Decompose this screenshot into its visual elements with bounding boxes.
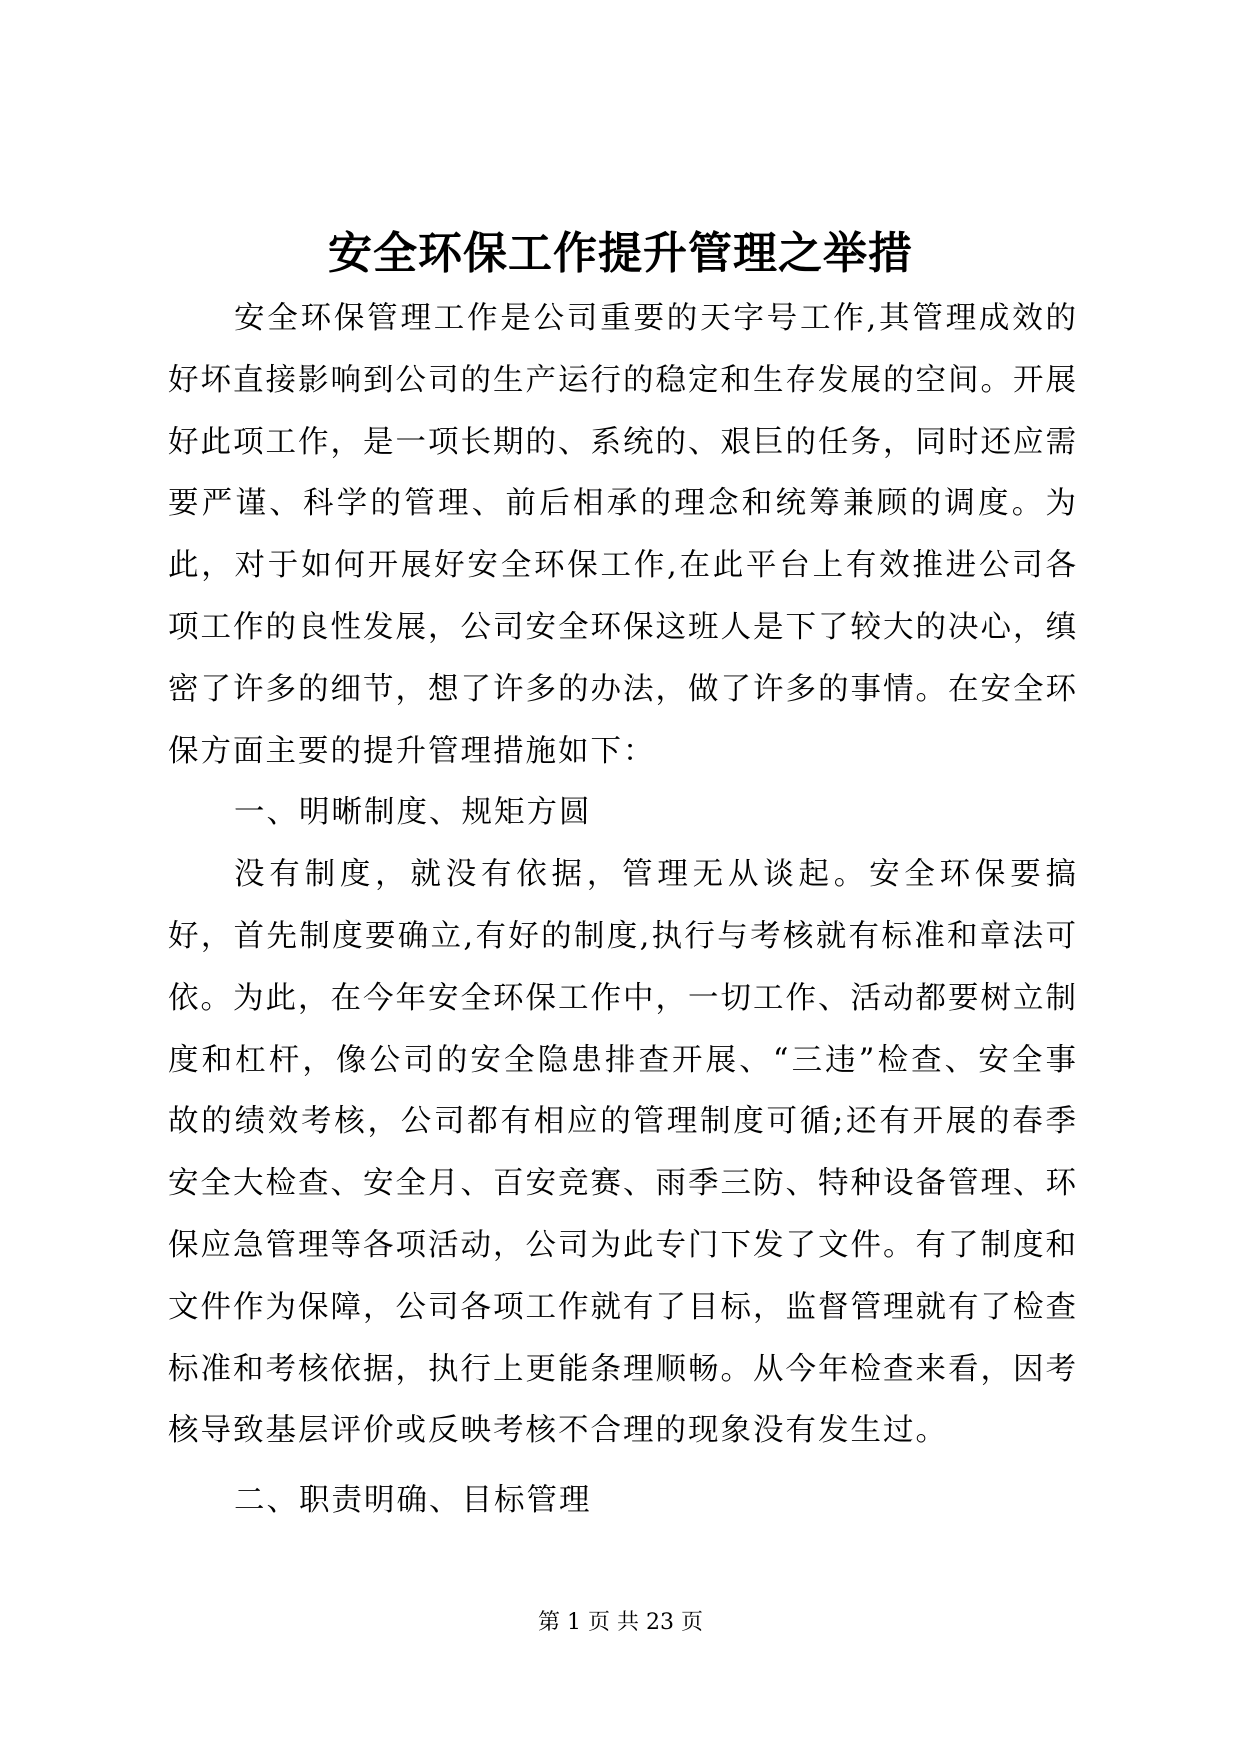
paragraph-section-1: 没有制度，就没有依据，管理无从谈起。安全环保要搞好，首先制度要确立,有好的制度,执行与考核就有标准和章法可依。为此，在今年安全环保工作中，一切工作、活动都要树立制度和杠杆，像公司的安全隐患排查开展、“三违”检查、安全事故的绩效考核，公司都有相应的管理制度可循;还有开展的春季安全大检查、安全月、百安竞赛、雨季三防、特种设备管理、环保应急管理等各项活动，公司为此专门下发了文件。有了制度和文件作为保障，公司各项工作就有了目标，监督管理就有了检查标准和考核依据，执行上更能条理顺畅。从今年检查来看，因考核导致基层评价或反映考核不合理的现象没有发生过。 (168, 857, 1078, 1449)
document-title: 安全环保工作提升管理之举措 (328, 228, 913, 279)
section-heading-1: 一、明晰制度、规矩方圆 (234, 795, 592, 831)
paragraph-spacer (168, 1462, 1078, 1470)
section-heading-2: 二、职责明确、目标管理 (234, 1483, 592, 1519)
page-footer: 第 1 页 共 23 页 (538, 1610, 703, 1635)
paragraph-intro: 安全环保管理工作是公司重要的天字号工作,其管理成效的好坏直接影响到公司的生产运行的稳定和生存发展的空间。开展好此项工作，是一项长期的、系统的、艰巨的任务，同时还应需要严谨、科学的管理、前后相承的理念和统筹兼顾的调度。为此，对于如何开展好安全环保工作,在此平台上有效推进公司各项工作的良性发展，公司安全环保这班人是下了较大的决心，缜密了许多的细节，想了许多的办法，做了许多的事情。在安全环保方面主要的提升管理措施如下： (168, 301, 1078, 769)
document-body (168, 288, 1078, 1532)
